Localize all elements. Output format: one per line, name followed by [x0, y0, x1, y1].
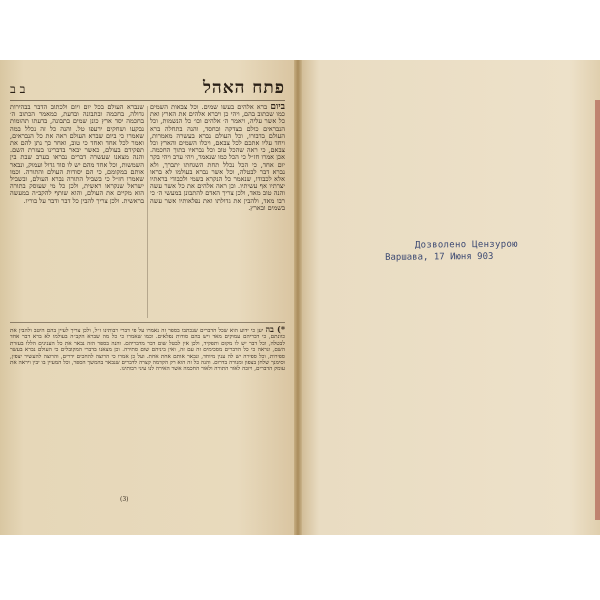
lead-word: ביום	[270, 104, 285, 112]
book-spine	[294, 60, 302, 535]
column-text: ברא אלהים בעשו שמים. וכל צבאות השמים כמו שכתוב בהם, ויהי כן ויברא אלהים את הארץ ואת כל אשר עליה, ויאמר ה׳ אלהים וכו׳ כל הנשמות, וכל הנבראים כולם בצדקה ובחסד, והנה בתחלה ברא העולם בדבורו, וכל העולם נברא בעשרה מאמרות, ויחד עליו אתכם לכל צבאם, ויכלו השמים והארץ וכל צבאם, כי ראה שהכל טוב וכל נבראיו בתוך החכמה. אכן אמרו חז״ל כי הכל כמו שנאמר, ויהי ערב ויהי בקר יום אחד, כי הכל נכלל תחת השגחתו יתברך, ולא נברא דבר לבטלה, וכל אשר נברא בעולמו לא בראו אלא לכבודו, שנאמר כל הנקרא בשמי ולכבודי בראתיו יצרתיו אף עשיתיו. וכן ראה אלהים את כל אשר עשה והנה טוב מאד, ולכן צריך האדם להתבונן במעשי ה׳ כי רבו מאד, ולהבין את גדולתו ואת נפלאותיו אשר עשה בשמים ובארץ.	[150, 104, 285, 212]
censorship-stamp	[385, 239, 575, 263]
right-page	[298, 60, 600, 535]
header-rule	[10, 100, 285, 101]
column-text: שנברא העולם בכל יום ויום ולכתוב הדבר בבהירות גדולה, בחכמה ובתבונה ובדעת, כמאמר הכתוב ה׳ בחכמה יסד ארץ כונן שמים בתבונה, בדעתו תהומות נבקעו ושחקים ירעפו טל. והנה כל זה נכלל במה שאמרו כי ביום שברא העולם ראה את כל הנבראים, ואמר לכל אחד ואחד כי טוב, ואחר כך נתן להם את תפקידם בעולם, כאשר יבאר בדברינו בעזרת השם. והנה מצאנו שעשרה דברים נבראו בערב שבת בין השמשות, וכל אחד מהם יש לו סוד גדול ועמוק, ונבאר אותם במקומם, כי הם יסודות העולם והתורה. וכמו שאמרו חז״ל כי בשביל התורה נברא העולם, ובשביל ישראל שנקראו ראשית, ולכן כל מי שעוסק בתורה הוא מקיים את העולם, והוא שותף להקב״ה במעשה בראשית. ולכן צריך להבין כל דבר ודבר על בוריו.	[10, 104, 144, 205]
footnote-text: יען כי ידוע הוא שכל הדברים שנכתבו בספר זה נאמרו על פי דברי רבותינו ז״ל, ולכן צריך לעיין בהם היטב ולהבין את כוונתם, כי דבריהם עמוקים מאד ויש בהם סודות נפלאים. וכמו שאמרו כי כל מה שברא הקב״ה בעולמו לא ברא דבר אחד לבטלה, וכל דבר יש לו מקום ותפקיד, ולכן אין לבטל שום דבר מדבריהם. והנה בספר הזה נבאר את כל הענינים הללו בעזרת השם, ונראה כי כל הדברים מסכימים זה עם זה, ואין ביניהם שום סתירה. וכן מצאנו בדברי המקובלים כי העולם נברא בעשר ספירות, וכל ספירה יש לה ענין מיוחד, ונבאר אותם אחת אחת. ועל כן אמרו כי הרוצה להחכים ידרים, והרוצה להעשיר יצפין, וסימנך שלחן בצפון ומנורה בדרום. והנה כל זה הוא רק הקדמה קצרה לדברים שנבאר בהמשך הספר, וכל המעיין בו יבין ויראה את עומק הדברים, ויזכה לאור התורה ולאור החכמה אשר האירה לנו עיני רבותינו.	[10, 328, 285, 373]
signature-mark: (3)	[120, 496, 129, 503]
text-column-left	[10, 104, 144, 320]
running-title: פתח האהל	[202, 78, 285, 98]
page-edge	[595, 100, 600, 520]
footnote	[10, 326, 285, 498]
column-divider	[147, 106, 148, 318]
page-number: ב ב	[10, 82, 26, 96]
stamp-line-1: Дозволено Цензурою	[414, 239, 518, 251]
stamp-line-2: Варшава, 17 Июня 903	[385, 251, 494, 263]
page-header	[10, 76, 285, 102]
text-column-right	[150, 104, 285, 320]
footnote-rule	[10, 322, 285, 323]
footnote-lead: *) בה	[265, 326, 285, 334]
